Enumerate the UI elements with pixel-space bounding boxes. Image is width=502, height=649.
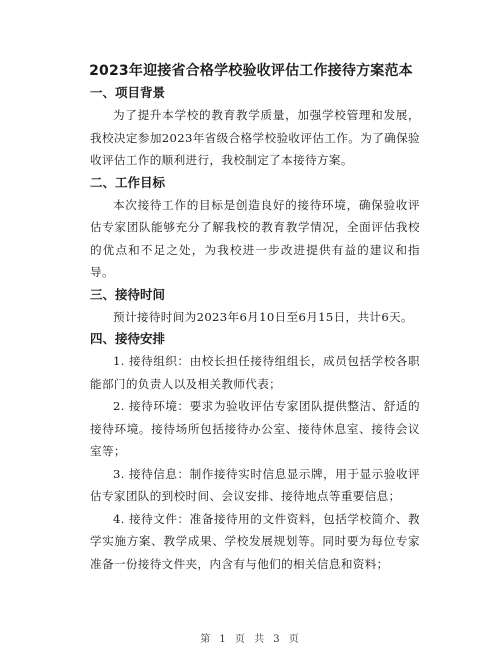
list-item: 3. 接待信息：制作接待实时信息显示牌，用于显示验收评估专家团队的到校时间、会议安排、接待地点等重要信息； bbox=[90, 466, 420, 503]
list-item: 4. 接待文件：准备接待用的文件资料，包括学校简介、教学实施方案、教学成果、学校发展规划等。同时要为每位专家准备一份接待文件夹，内含有与他们的相关信息和资料； bbox=[90, 511, 420, 571]
section-time bbox=[90, 284, 420, 329]
section-heading: 三、接待时间 bbox=[90, 286, 166, 302]
list-item: 1. 接待组织：由校长担任接待组组长，成员包括学校各职能部门的负责人以及相关教师代表； bbox=[90, 354, 420, 391]
list-item: 2. 接待环境：要求为验收评估专家团队提供整洁、舒适的接待环境。接待场所包括接待办公室、接待休息室、接待会议室等； bbox=[90, 399, 420, 458]
section-heading: 一、项目背景 bbox=[90, 85, 166, 100]
document-title: 2023年迎接省合格学校验收评估工作接待方案范本 bbox=[89, 63, 413, 79]
section-goals bbox=[90, 172, 420, 284]
paragraph: 为了提升本学校的教育教学质量，加强学校管理和发展，我校决定参加2023年省级合格学校验收评估工作。为了确保验收评估工作的顺利进行，我校制定了本接待方案。 bbox=[90, 108, 420, 167]
paragraph: 预计接待时间为2023年6月10日至6月15日，共计6天。 bbox=[113, 309, 413, 324]
section-arrangement bbox=[90, 328, 420, 575]
section-background bbox=[90, 82, 420, 172]
paragraph: 本次接待工作的目标是创造良好的接待环境，确保验收评估专家团队能够充分了解我校的教育教学情况，全面评估我校的优点和不足之处，为我校进一步改进提供有益的建议和指导。 bbox=[90, 197, 420, 279]
page-footer: 第 1 页 共 3 页 bbox=[200, 634, 302, 645]
section-heading: 二、工作目标 bbox=[90, 174, 166, 190]
section-heading: 四、接待安排 bbox=[90, 331, 166, 346]
document-body bbox=[90, 82, 420, 575]
